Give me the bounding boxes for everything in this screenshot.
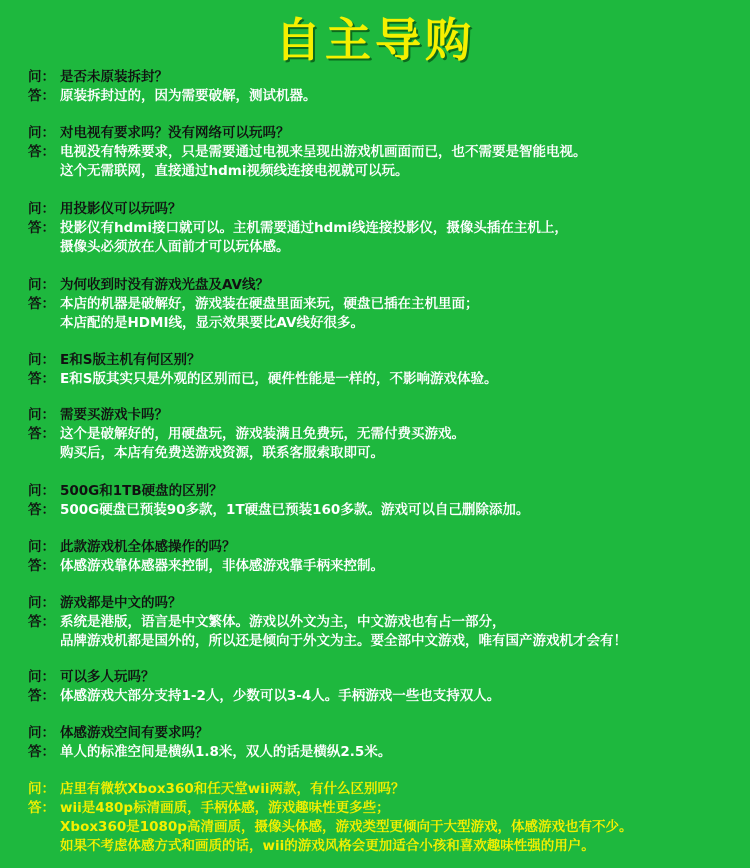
question-line xyxy=(28,124,743,143)
answer-text: 单人的标准空间是横纵1.8米，双人的话是横纵2.5米。 xyxy=(60,744,392,760)
answer-line xyxy=(28,238,743,257)
answer-line xyxy=(28,818,743,837)
question-line xyxy=(28,482,743,501)
answer-text: 购买后，本店有免费送游戏资源，联系客服索取即可。 xyxy=(60,445,384,461)
answer-line xyxy=(28,370,743,389)
answer-line xyxy=(28,501,743,520)
question-text: 体感游戏空间有要求吗？ xyxy=(60,725,209,741)
answer-tag: 答： xyxy=(28,688,55,704)
answer-line xyxy=(28,632,743,651)
faq-item-highlight xyxy=(28,780,743,856)
answer-tag: 答： xyxy=(28,426,55,442)
question-tag: 问： xyxy=(28,69,55,85)
answer-text: 500G硬盘已预装90多款，1T硬盘已预装160多款。游戏可以自己删除添加。 xyxy=(60,502,530,518)
question-line xyxy=(28,724,743,743)
question-tag: 问： xyxy=(28,407,55,423)
answer-text: 体感游戏大部分支持1-2人，少数可以3-4人。手柄游戏一些也支持双人。 xyxy=(60,688,501,704)
question-tag: 问： xyxy=(28,669,55,685)
question-tag: 问： xyxy=(28,539,55,555)
faq-item xyxy=(28,538,743,576)
answer-line xyxy=(28,837,743,856)
answer-line xyxy=(28,162,743,181)
answer-tag: 答： xyxy=(28,558,55,574)
answer-text: 摄像头必须放在人面前才可以玩体感。 xyxy=(60,239,290,255)
answer-tag: 答： xyxy=(28,800,55,816)
question-line xyxy=(28,200,743,219)
answer-text: E和S版其实只是外观的区别而已，硬件性能是一样的，不影响游戏体验。 xyxy=(60,371,498,387)
question-text: 用投影仪可以玩吗？ xyxy=(60,201,182,217)
answer-line xyxy=(28,687,743,706)
answer-text: 本店的机器是破解好，游戏装在硬盘里面来玩，硬盘已插在主机里面； xyxy=(60,296,479,312)
answer-line xyxy=(28,314,743,333)
answer-tag: 答： xyxy=(28,296,55,312)
answer-tag: 答： xyxy=(28,220,55,236)
answer-tag: 答： xyxy=(28,88,55,104)
question-tag: 问： xyxy=(28,125,55,141)
answer-text: 本店配的是HDMI线，显示效果要比AV线好很多。 xyxy=(60,315,364,331)
answer-tag: 答： xyxy=(28,144,55,160)
question-text: 此款游戏机全体感操作的吗？ xyxy=(60,539,236,555)
question-tag: 问： xyxy=(28,277,55,293)
question-text: 500G和1TB硬盘的区别？ xyxy=(60,483,223,499)
faq-item xyxy=(28,724,743,762)
answer-text: 这个是破解好的，用硬盘玩，游戏装满且免费玩，无需付费买游戏。 xyxy=(60,426,465,442)
faq-item xyxy=(28,668,743,706)
question-tag: 问： xyxy=(28,725,55,741)
faq-item xyxy=(28,200,743,257)
question-text: 游戏都是中文的吗？ xyxy=(60,595,182,611)
question-line xyxy=(28,406,743,425)
question-tag: 问： xyxy=(28,352,55,368)
answer-line xyxy=(28,143,743,162)
answer-text: Xbox360是1080p高清画质，摄像头体感，游戏类型更倾向于大型游戏，体感游戏也有不少。 xyxy=(60,819,633,835)
question-text: 店里有微软Xbox360和任天堂wii两款，有什么区别吗？ xyxy=(60,781,405,797)
answer-tag: 答： xyxy=(28,744,55,760)
question-text: 可以多人玩吗？ xyxy=(60,669,155,685)
answer-line xyxy=(28,87,743,106)
faq-item xyxy=(28,594,743,651)
answer-tag: 答： xyxy=(28,371,55,387)
question-text: 是否未原装拆封？ xyxy=(60,69,168,85)
answer-text: 体感游戏靠体感器来控制，非体感游戏靠手柄来控制。 xyxy=(60,558,384,574)
answer-text: 系统是港版，语言是中文繁体。游戏以外文为主，中文游戏也有占一部分， xyxy=(60,614,506,630)
faq-item xyxy=(28,351,743,389)
answer-text: 电视没有特殊要求，只是需要通过电视来呈现出游戏机画面而已，也不需要是智能电视。 xyxy=(60,144,587,160)
answer-line xyxy=(28,444,743,463)
question-line xyxy=(28,668,743,687)
answer-line xyxy=(28,613,743,632)
answer-text: wii是480p标清画质，手柄体感，游戏趣味性更多些； xyxy=(60,800,390,816)
question-line xyxy=(28,68,743,87)
faq-item xyxy=(28,124,743,181)
question-line xyxy=(28,780,743,799)
question-tag: 问： xyxy=(28,781,55,797)
answer-tag: 答： xyxy=(28,614,55,630)
question-text: 对电视有要求吗？没有网络可以玩吗？ xyxy=(60,125,290,141)
faq-item xyxy=(28,276,743,333)
question-line xyxy=(28,351,743,370)
answer-text: 原装拆封过的，因为需要破解，测试机器。 xyxy=(60,88,317,104)
answer-text: 品牌游戏机都是国外的，所以还是倾向于外文为主。要全部中文游戏，唯有国产游戏机才会有！ xyxy=(60,633,627,649)
answer-line xyxy=(28,295,743,314)
question-tag: 问： xyxy=(28,595,55,611)
answer-line xyxy=(28,557,743,576)
answer-text: 如果不考虑体感方式和画质的话，wii的游戏风格会更加适合小孩和喜欢趣味性强的用户。 xyxy=(60,838,595,854)
faq-item xyxy=(28,68,743,106)
page-title: 自主导购 xyxy=(275,13,475,67)
question-text: 需要买游戏卡吗？ xyxy=(60,407,168,423)
faq-item xyxy=(28,406,743,463)
answer-line xyxy=(28,425,743,444)
question-text: E和S版主机有何区别？ xyxy=(60,352,201,368)
answer-text: 投影仪有hdmi接口就可以。主机需要通过hdmi线连接投影仪，摄像头插在主机上， xyxy=(60,220,568,236)
answer-line xyxy=(28,743,743,762)
question-text: 为何收到时没有游戏光盘及AV线？ xyxy=(60,277,269,293)
answer-text: 这个无需联网，直接通过hdmi视频线连接电视就可以玩。 xyxy=(60,163,409,179)
question-line xyxy=(28,276,743,295)
question-tag: 问： xyxy=(28,201,55,217)
answer-line xyxy=(28,219,743,238)
question-tag: 问： xyxy=(28,483,55,499)
question-line xyxy=(28,538,743,557)
answer-line xyxy=(28,799,743,818)
faq-item xyxy=(28,482,743,520)
answer-tag: 答： xyxy=(28,502,55,518)
question-line xyxy=(28,594,743,613)
